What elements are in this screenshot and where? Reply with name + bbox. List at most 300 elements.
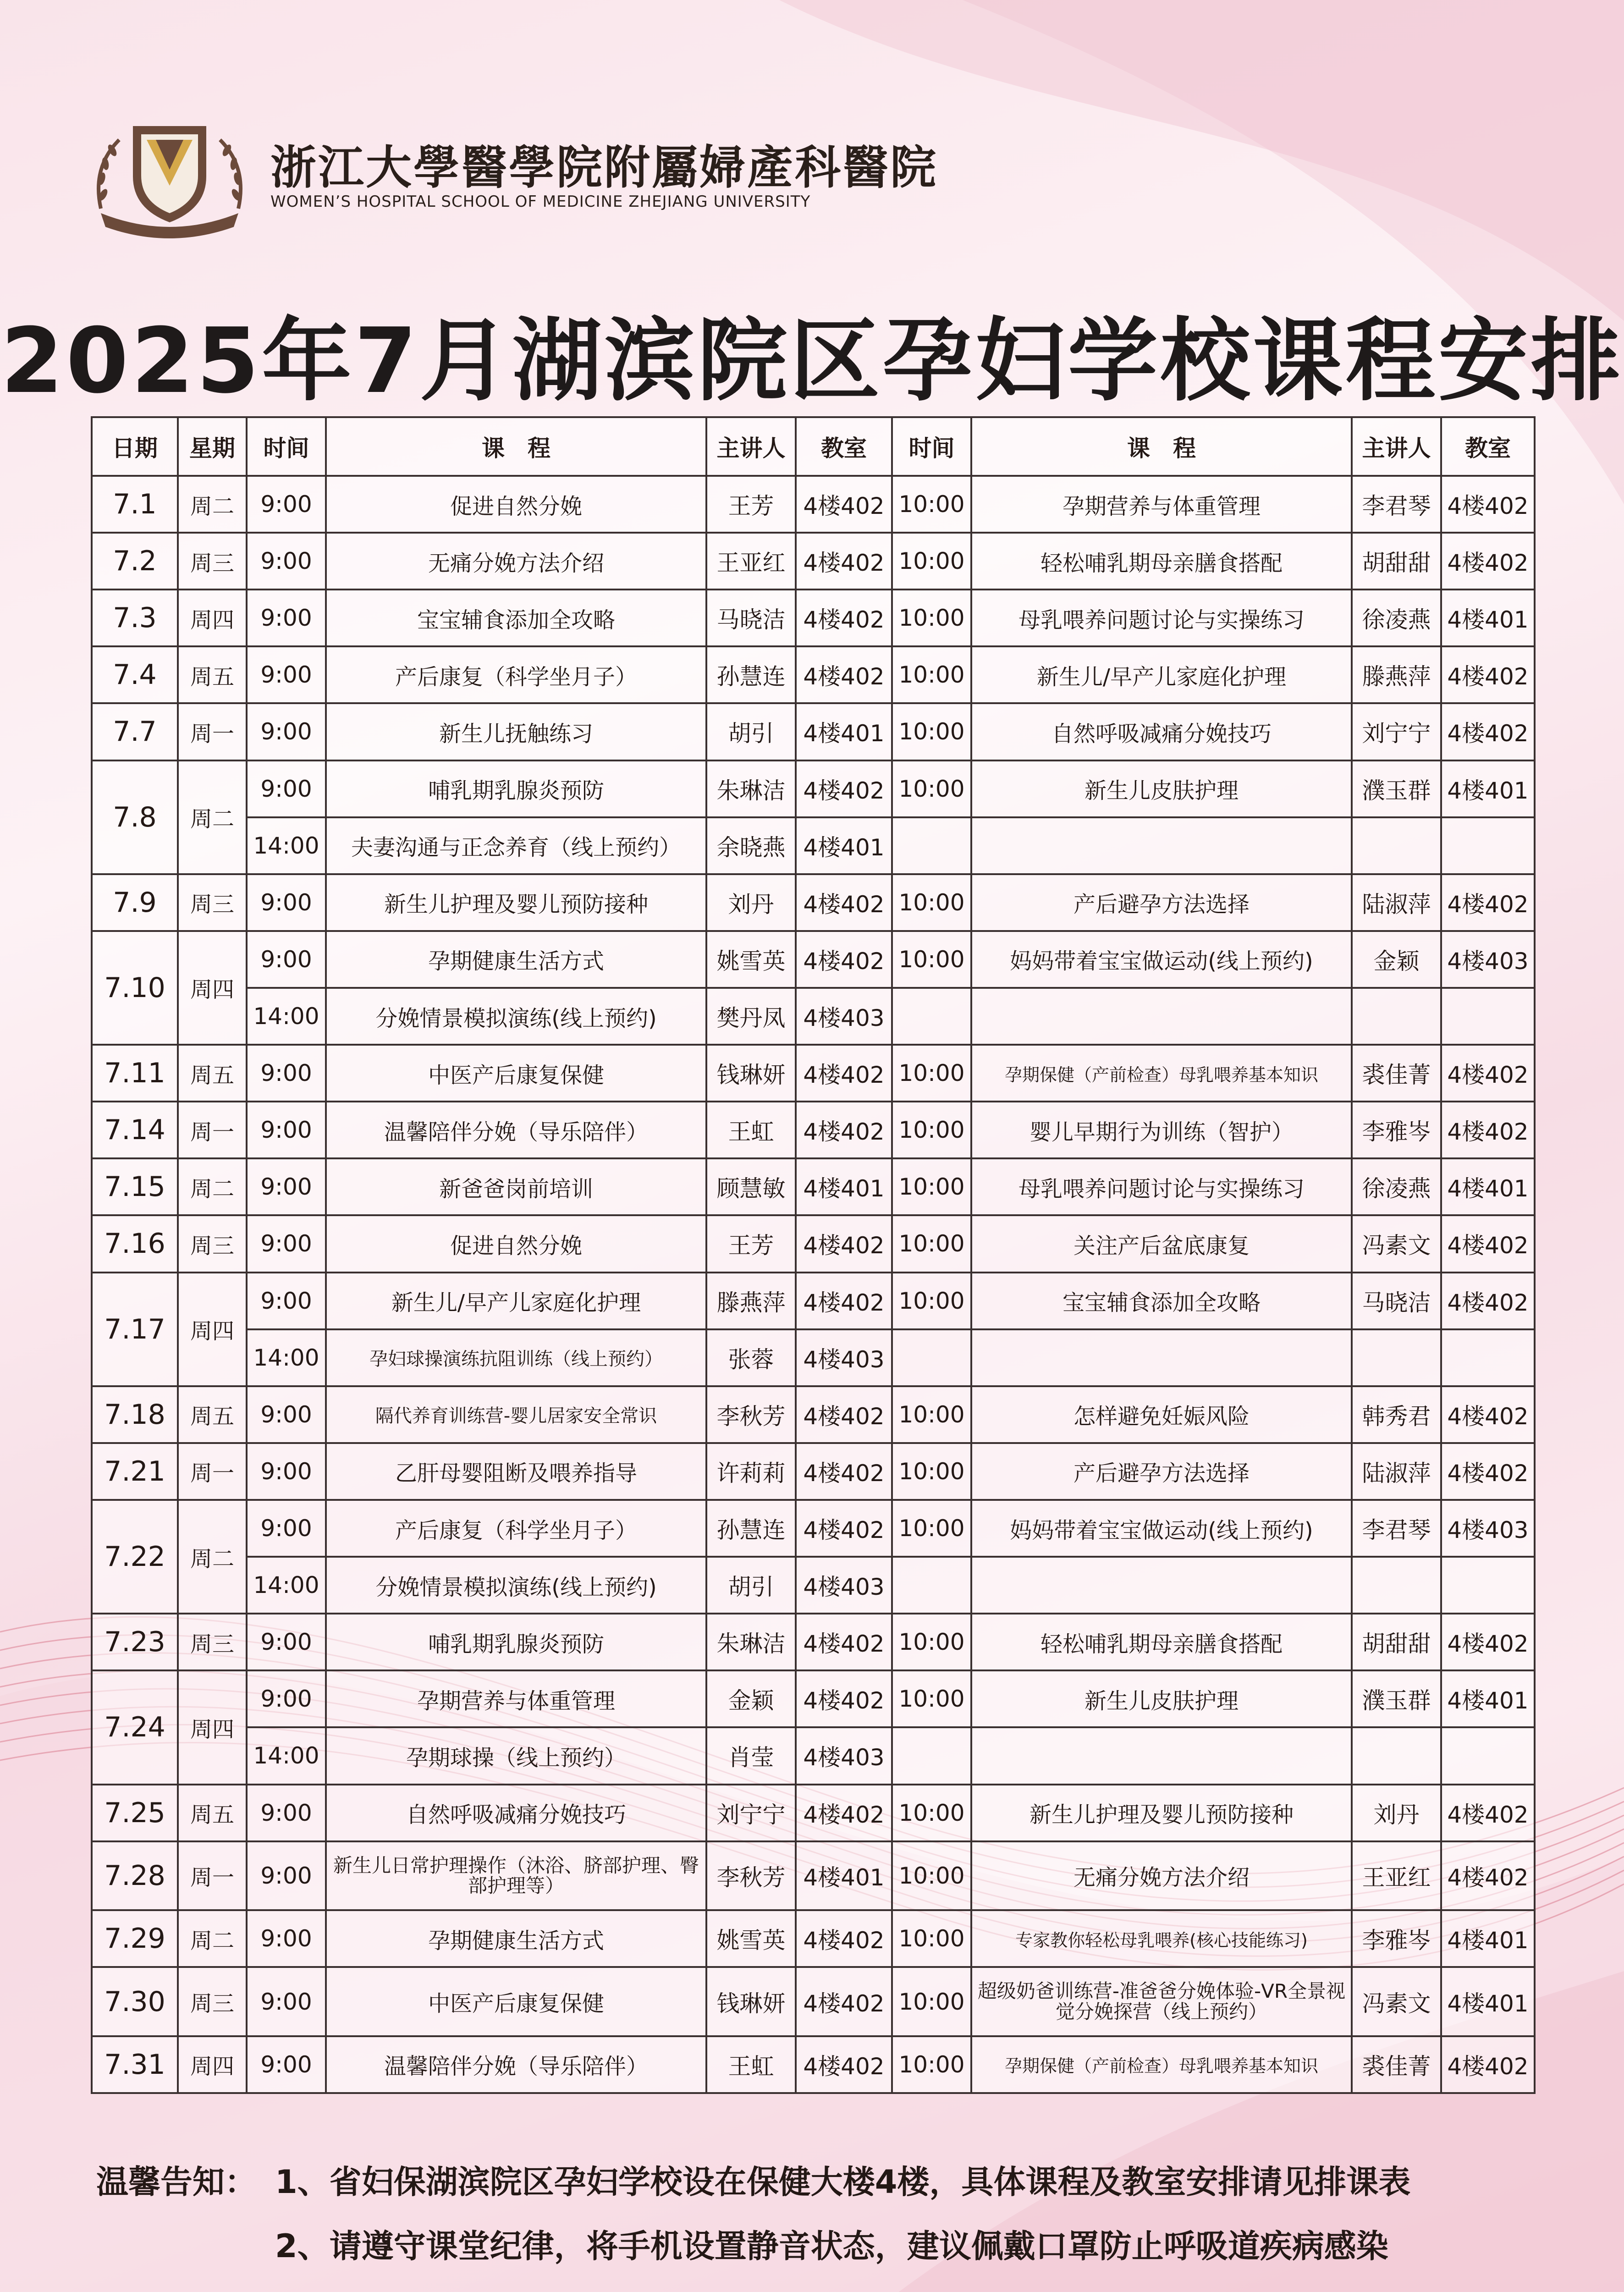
lecturer-cell: 孙慧连: [706, 646, 796, 703]
empty-cell: [892, 1727, 971, 1784]
room-cell: 4楼402: [1441, 1785, 1535, 1841]
lecturer-cell: 张蓉: [706, 1329, 796, 1386]
weekday-cell: 周五: [178, 646, 247, 703]
course-cell: 关注产后盆底康复: [971, 1215, 1352, 1272]
empty-cell: [971, 988, 1352, 1045]
lecturer-cell: 姚雪英: [706, 1910, 796, 1967]
time-cell: 10:00: [892, 1670, 971, 1727]
lecturer-cell: 刘宁宁: [706, 1785, 796, 1841]
table-row: [92, 1443, 1535, 1500]
room-cell: 4楼402: [1441, 1841, 1535, 1911]
course-cell: 孕妇球操演练抗阻训练（线上预约）: [326, 1329, 706, 1386]
room-cell: 4楼402: [796, 1614, 892, 1670]
table-row: [92, 1158, 1535, 1215]
notice-section: [96, 2150, 1563, 2292]
room-cell: 4楼402: [1441, 646, 1535, 703]
lecturer-cell: 顾慧敏: [706, 1158, 796, 1215]
time-cell: 9:00: [247, 1614, 326, 1670]
header-cell: 主讲人: [706, 417, 796, 476]
lecturer-cell: 滕燕萍: [706, 1273, 796, 1329]
date-cell: 7.1: [92, 476, 178, 533]
room-cell: 4楼402: [796, 476, 892, 533]
time-cell: 10:00: [892, 1102, 971, 1158]
course-cell: 孕期营养与体重管理: [326, 1670, 706, 1727]
header-cell: 日期: [92, 417, 178, 476]
course-cell: 新生儿抚触练习: [326, 703, 706, 760]
course-cell: 孕期健康生活方式: [326, 931, 706, 988]
room-cell: 4楼402: [796, 1215, 892, 1272]
weekday-cell: 周三: [178, 1967, 247, 2036]
room-cell: 4楼402: [796, 2036, 892, 2093]
date-cell: 7.8: [92, 760, 178, 874]
lecturer-cell: 王芳: [706, 1215, 796, 1272]
room-cell: 4楼401: [1441, 590, 1535, 646]
table-row: [92, 476, 1535, 533]
room-cell: 4楼402: [1441, 1273, 1535, 1329]
date-cell: 7.4: [92, 646, 178, 703]
room-cell: 4楼402: [796, 1670, 892, 1727]
table-row: [92, 2036, 1535, 2093]
course-cell: 分娩情景模拟演练(线上预约): [326, 1557, 706, 1614]
lecturer-cell: 李雅岑: [1352, 1102, 1441, 1158]
weekday-cell: 周一: [178, 703, 247, 760]
time-cell: 9:00: [247, 931, 326, 988]
room-cell: 4楼401: [1441, 1158, 1535, 1215]
weekday-cell: 周四: [178, 1273, 247, 1386]
room-cell: 4楼402: [1441, 1443, 1535, 1500]
course-cell: 促进自然分娩: [326, 1215, 706, 1272]
course-cell: 哺乳期乳腺炎预防: [326, 760, 706, 817]
table-row: [92, 1102, 1535, 1158]
date-cell: 7.17: [92, 1273, 178, 1386]
room-cell: 4楼402: [796, 1910, 892, 1967]
header-cell: 教室: [796, 417, 892, 476]
time-cell: 9:00: [247, 646, 326, 703]
date-cell: 7.16: [92, 1215, 178, 1272]
empty-cell: [1352, 988, 1441, 1045]
time-cell: 10:00: [892, 590, 971, 646]
course-cell: 温馨陪伴分娩（导乐陪伴）: [326, 2036, 706, 2093]
room-cell: 4楼403: [1441, 931, 1535, 988]
room-cell: 4楼402: [796, 760, 892, 817]
room-cell: 4楼402: [1441, 476, 1535, 533]
course-cell: 哺乳期乳腺炎预防: [326, 1614, 706, 1670]
lecturer-cell: 朱琳洁: [706, 760, 796, 817]
course-cell: 中医产后康复保健: [326, 1967, 706, 2036]
notice-line: [96, 2214, 1563, 2278]
time-cell: 14:00: [247, 817, 326, 874]
schedule-table: [91, 416, 1536, 2094]
date-cell: 7.23: [92, 1614, 178, 1670]
date-cell: 7.14: [92, 1102, 178, 1158]
table-row: [92, 1215, 1535, 1272]
header-cell: 教室: [1441, 417, 1535, 476]
table-row: [92, 1727, 1535, 1784]
course-cell: 中医产后康复保健: [326, 1045, 706, 1102]
lecturer-cell: 陆淑萍: [1352, 1443, 1441, 1500]
course-cell: 产后避孕方法选择: [971, 874, 1352, 931]
time-cell: 10:00: [892, 1841, 971, 1911]
lecturer-cell: 樊丹凤: [706, 988, 796, 1045]
course-cell: 孕期营养与体重管理: [971, 476, 1352, 533]
room-cell: 4楼403: [796, 1557, 892, 1614]
room-cell: 4楼402: [796, 1500, 892, 1557]
course-cell: 孕期保健（产前检查）母乳喂养基本知识: [971, 2036, 1352, 2093]
table-row: [92, 1329, 1535, 1386]
time-cell: 10:00: [892, 760, 971, 817]
lecturer-cell: 胡引: [706, 1557, 796, 1614]
room-cell: 4楼402: [1441, 533, 1535, 590]
course-cell: 妈妈带着宝宝做运动(线上预约): [971, 1500, 1352, 1557]
empty-cell: [971, 1329, 1352, 1386]
lecturer-cell: 韩秀君: [1352, 1386, 1441, 1443]
empty-cell: [1441, 817, 1535, 874]
room-cell: 4楼402: [796, 1443, 892, 1500]
time-cell: 9:00: [247, 874, 326, 931]
time-cell: 9:00: [247, 1670, 326, 1727]
hospital-logo: [83, 112, 257, 241]
room-cell: 4楼402: [796, 1045, 892, 1102]
time-cell: 14:00: [247, 1557, 326, 1614]
table-row: [92, 1500, 1535, 1557]
course-cell: 自然呼吸减痛分娩技巧: [971, 703, 1352, 760]
course-cell: 妈妈带着宝宝做运动(线上预约): [971, 931, 1352, 988]
lecturer-cell: 冯素文: [1352, 1215, 1441, 1272]
lecturer-cell: 王虹: [706, 1102, 796, 1158]
lecturer-cell: 王亚红: [706, 533, 796, 590]
weekday-cell: 周二: [178, 1910, 247, 1967]
table-row: [92, 1785, 1535, 1841]
lecturer-cell: 胡甜甜: [1352, 1614, 1441, 1670]
hospital-name-en: WOMEN’S HOSPITAL SCHOOL OF MEDICINE ZHEJIANG UNIVERSITY: [270, 193, 811, 211]
date-cell: 7.2: [92, 533, 178, 590]
table-row: [92, 988, 1535, 1045]
hospital-header: [83, 103, 938, 241]
room-cell: 4楼403: [796, 1727, 892, 1784]
time-cell: 10:00: [892, 1500, 971, 1557]
course-cell: 宝宝辅食添加全攻略: [971, 1273, 1352, 1329]
empty-cell: [1352, 1557, 1441, 1614]
table-row: [92, 1557, 1535, 1614]
lecturer-cell: 王芳: [706, 476, 796, 533]
header-cell: 主讲人: [1352, 417, 1441, 476]
time-cell: 10:00: [892, 931, 971, 988]
lecturer-cell: 李雅岑: [1352, 1910, 1441, 1967]
date-cell: 7.29: [92, 1910, 178, 1967]
course-cell: 孕期球操（线上预约）: [326, 1727, 706, 1784]
time-cell: 10:00: [892, 1273, 971, 1329]
empty-cell: [1352, 817, 1441, 874]
notice-label: 温馨告知：: [96, 2163, 257, 2201]
time-cell: 10:00: [892, 1215, 971, 1272]
date-cell: 7.25: [92, 1785, 178, 1841]
lecturer-cell: 王亚红: [1352, 1841, 1441, 1911]
lecturer-cell: 濮玉群: [1352, 1670, 1441, 1727]
lecturer-cell: 滕燕萍: [1352, 646, 1441, 703]
date-cell: 7.28: [92, 1841, 178, 1911]
header-cell: 时间: [247, 417, 326, 476]
date-cell: 7.24: [92, 1670, 178, 1784]
notice-line: [96, 2278, 1563, 2292]
time-cell: 9:00: [247, 1102, 326, 1158]
weekday-cell: 周二: [178, 1158, 247, 1215]
table-row: [92, 1045, 1535, 1102]
empty-cell: [1352, 1727, 1441, 1784]
date-cell: 7.11: [92, 1045, 178, 1102]
room-cell: 4楼402: [1441, 1045, 1535, 1102]
course-cell: 无痛分娩方法介绍: [326, 533, 706, 590]
course-cell: 孕期健康生活方式: [326, 1910, 706, 1967]
weekday-cell: 周五: [178, 1386, 247, 1443]
weekday-cell: 周三: [178, 1215, 247, 1272]
time-cell: 9:00: [247, 1386, 326, 1443]
time-cell: 9:00: [247, 1967, 326, 2036]
date-cell: 7.3: [92, 590, 178, 646]
date-cell: 7.7: [92, 703, 178, 760]
time-cell: 9:00: [247, 476, 326, 533]
lecturer-cell: 朱琳洁: [706, 1614, 796, 1670]
header-cell: 星期: [178, 417, 247, 476]
room-cell: 4楼402: [796, 1967, 892, 2036]
lecturer-cell: 刘丹: [706, 874, 796, 931]
lecturer-cell: 姚雪英: [706, 931, 796, 988]
lecturer-cell: 孙慧连: [706, 1500, 796, 1557]
course-cell: 新生儿日常护理操作（沐浴、脐部护理、臀部护理等）: [326, 1841, 706, 1911]
empty-cell: [892, 1557, 971, 1614]
table-row: [92, 1841, 1535, 1911]
room-cell: 4楼402: [1441, 2036, 1535, 2093]
course-cell: 新爸爸岗前培训: [326, 1158, 706, 1215]
room-cell: 4楼401: [796, 1158, 892, 1215]
course-cell: 自然呼吸减痛分娩技巧: [326, 1785, 706, 1841]
course-cell: 温馨陪伴分娩（导乐陪伴）: [326, 1102, 706, 1158]
room-cell: 4楼402: [1441, 1102, 1535, 1158]
notice-item: 1、省妇保湖滨院区孕妇学校设在保健大楼4楼，具体课程及教室安排请见排课表: [275, 2163, 1411, 2201]
lecturer-cell: 李秋芳: [706, 1841, 796, 1911]
weekday-cell: 周二: [178, 760, 247, 874]
weekday-cell: 周四: [178, 1670, 247, 1784]
course-cell: 新生儿皮肤护理: [971, 1670, 1352, 1727]
time-cell: 10:00: [892, 2036, 971, 2093]
table-header-row: [92, 417, 1535, 476]
room-cell: 4楼402: [1441, 703, 1535, 760]
date-cell: 7.10: [92, 931, 178, 1045]
lecturer-cell: 金颖: [706, 1670, 796, 1727]
course-cell: 轻松哺乳期母亲膳食搭配: [971, 533, 1352, 590]
lecturer-cell: 金颖: [1352, 931, 1441, 988]
course-cell: 产后避孕方法选择: [971, 1443, 1352, 1500]
room-cell: 4楼402: [796, 646, 892, 703]
header-cell: 课 程: [326, 417, 706, 476]
time-cell: 9:00: [247, 1785, 326, 1841]
table-row: [92, 1273, 1535, 1329]
room-cell: 4楼402: [796, 1273, 892, 1329]
header-cell: 时间: [892, 417, 971, 476]
time-cell: 9:00: [247, 703, 326, 760]
lecturer-cell: 王虹: [706, 2036, 796, 2093]
course-cell: 怎样避免妊娠风险: [971, 1386, 1352, 1443]
weekday-cell: 周三: [178, 1614, 247, 1670]
empty-cell: [892, 988, 971, 1045]
table-row: [92, 1386, 1535, 1443]
date-cell: 7.30: [92, 1967, 178, 2036]
lecturer-cell: 马晓洁: [1352, 1273, 1441, 1329]
lecturer-cell: 冯素文: [1352, 1967, 1441, 2036]
room-cell: 4楼402: [1441, 874, 1535, 931]
room-cell: 4楼402: [796, 1386, 892, 1443]
table-row: [92, 1614, 1535, 1670]
hospital-name-cn: 浙江大學醫學院附屬婦產科醫院: [270, 140, 938, 194]
empty-cell: [971, 1557, 1352, 1614]
room-cell: 4楼401: [1441, 1670, 1535, 1727]
lecturer-cell: 李君琴: [1352, 476, 1441, 533]
time-cell: 10:00: [892, 646, 971, 703]
time-cell: 14:00: [247, 1727, 326, 1784]
lecturer-cell: 余晓燕: [706, 817, 796, 874]
time-cell: 9:00: [247, 1045, 326, 1102]
course-cell: 母乳喂养问题讨论与实操练习: [971, 590, 1352, 646]
course-cell: 夫妻沟通与正念养育（线上预约）: [326, 817, 706, 874]
time-cell: 10:00: [892, 1045, 971, 1102]
notice-item: 2、请遵守课堂纪律，将手机设置静音状态，建议佩戴口罩防止呼吸道疾病感染: [275, 2227, 1388, 2265]
time-cell: 9:00: [247, 1273, 326, 1329]
table-row: [92, 646, 1535, 703]
notice-line: [96, 2150, 1563, 2214]
weekday-cell: 周二: [178, 1500, 247, 1614]
lecturer-cell: 裘佳菁: [1352, 1045, 1441, 1102]
time-cell: 10:00: [892, 1443, 971, 1500]
time-cell: 9:00: [247, 1500, 326, 1557]
lecturer-cell: 刘宁宁: [1352, 703, 1441, 760]
lecturer-cell: 许莉莉: [706, 1443, 796, 1500]
time-cell: 9:00: [247, 1443, 326, 1500]
weekday-cell: 周三: [178, 874, 247, 931]
empty-cell: [1441, 1557, 1535, 1614]
room-cell: 4楼401: [1441, 1967, 1535, 2036]
empty-cell: [1441, 988, 1535, 1045]
table-row: [92, 1967, 1535, 2036]
room-cell: 4楼402: [796, 590, 892, 646]
course-cell: 超级奶爸训练营-准爸爸分娩体验-VR全景视觉分娩探营（线上预约）: [971, 1967, 1352, 2036]
table-row: [92, 931, 1535, 988]
weekday-cell: 周二: [178, 476, 247, 533]
date-cell: 7.18: [92, 1386, 178, 1443]
time-cell: 10:00: [892, 1785, 971, 1841]
course-cell: 新生儿护理及婴儿预防接种: [971, 1785, 1352, 1841]
course-cell: 分娩情景模拟演练(线上预约): [326, 988, 706, 1045]
lecturer-cell: 濮玉群: [1352, 760, 1441, 817]
course-cell: 宝宝辅食添加全攻略: [326, 590, 706, 646]
date-cell: 7.9: [92, 874, 178, 931]
table-row: [92, 760, 1535, 817]
lecturer-cell: 钱琳妍: [706, 1045, 796, 1102]
time-cell: 10:00: [892, 1967, 971, 2036]
time-cell: 10:00: [892, 533, 971, 590]
time-cell: 10:00: [892, 1614, 971, 1670]
lecturer-cell: 李秋芳: [706, 1386, 796, 1443]
empty-cell: [1352, 1329, 1441, 1386]
empty-cell: [1441, 1727, 1535, 1784]
header-cell: 课 程: [971, 417, 1352, 476]
page-title: 2025年7月湖滨院区孕妇学校课程安排: [0, 309, 1624, 413]
room-cell: 4楼401: [796, 703, 892, 760]
weekday-cell: 周五: [178, 1785, 247, 1841]
empty-cell: [971, 1727, 1352, 1784]
lecturer-cell: 胡引: [706, 703, 796, 760]
room-cell: 4楼401: [796, 817, 892, 874]
empty-cell: [1441, 1329, 1535, 1386]
room-cell: 4楼402: [796, 1785, 892, 1841]
time-cell: 10:00: [892, 874, 971, 931]
weekday-cell: 周四: [178, 590, 247, 646]
time-cell: 9:00: [247, 2036, 326, 2093]
room-cell: 4楼402: [1441, 1614, 1535, 1670]
course-cell: 隔代养育训练营-婴儿居家安全常识: [326, 1386, 706, 1443]
room-cell: 4楼403: [796, 988, 892, 1045]
time-cell: 9:00: [247, 760, 326, 817]
room-cell: 4楼402: [1441, 1215, 1535, 1272]
notice-item: [275, 2278, 980, 2292]
time-cell: 10:00: [892, 1386, 971, 1443]
room-cell: 4楼402: [796, 1102, 892, 1158]
course-cell: 产后康复（科学坐月子）: [326, 1500, 706, 1557]
course-cell: 产后康复（科学坐月子）: [326, 646, 706, 703]
room-cell: 4楼402: [796, 533, 892, 590]
empty-cell: [892, 817, 971, 874]
table-row: [92, 874, 1535, 931]
lecturer-cell: 徐凌燕: [1352, 1158, 1441, 1215]
time-cell: 9:00: [247, 1215, 326, 1272]
lecturer-cell: 胡甜甜: [1352, 533, 1441, 590]
lecturer-cell: 钱琳妍: [706, 1967, 796, 2036]
room-cell: 4楼403: [1441, 1500, 1535, 1557]
weekday-cell: 周五: [178, 1045, 247, 1102]
course-cell: 无痛分娩方法介绍: [971, 1841, 1352, 1911]
room-cell: 4楼402: [796, 931, 892, 988]
table-row: [92, 1670, 1535, 1727]
course-cell: 新生儿皮肤护理: [971, 760, 1352, 817]
weekday-cell: 周一: [178, 1841, 247, 1911]
course-cell: 专家教你轻松母乳喂养(核心技能练习): [971, 1910, 1352, 1967]
time-cell: 10:00: [892, 476, 971, 533]
time-cell: 14:00: [247, 988, 326, 1045]
lecturer-cell: 徐凌燕: [1352, 590, 1441, 646]
weekday-cell: 周四: [178, 2036, 247, 2093]
date-cell: 7.31: [92, 2036, 178, 2093]
date-cell: 7.15: [92, 1158, 178, 1215]
course-cell: 孕期保健（产前检查）母乳喂养基本知识: [971, 1045, 1352, 1102]
room-cell: 4楼402: [796, 874, 892, 931]
table-row: [92, 703, 1535, 760]
time-cell: 9:00: [247, 1158, 326, 1215]
time-cell: 10:00: [892, 1158, 971, 1215]
lecturer-cell: 李君琴: [1352, 1500, 1441, 1557]
course-cell: 新生儿/早产儿家庭化护理: [971, 646, 1352, 703]
time-cell: 9:00: [247, 533, 326, 590]
lecturer-cell: 刘丹: [1352, 1785, 1441, 1841]
room-cell: 4楼403: [796, 1329, 892, 1386]
time-cell: 9:00: [247, 1910, 326, 1967]
course-cell: 新生儿护理及婴儿预防接种: [326, 874, 706, 931]
lecturer-cell: 马晓洁: [706, 590, 796, 646]
date-cell: 7.21: [92, 1443, 178, 1500]
table-row: [92, 817, 1535, 874]
course-cell: 乙肝母婴阻断及喂养指导: [326, 1443, 706, 1500]
time-cell: 10:00: [892, 1910, 971, 1967]
room-cell: 4楼401: [796, 1841, 892, 1911]
weekday-cell: 周一: [178, 1102, 247, 1158]
time-cell: 10:00: [892, 703, 971, 760]
